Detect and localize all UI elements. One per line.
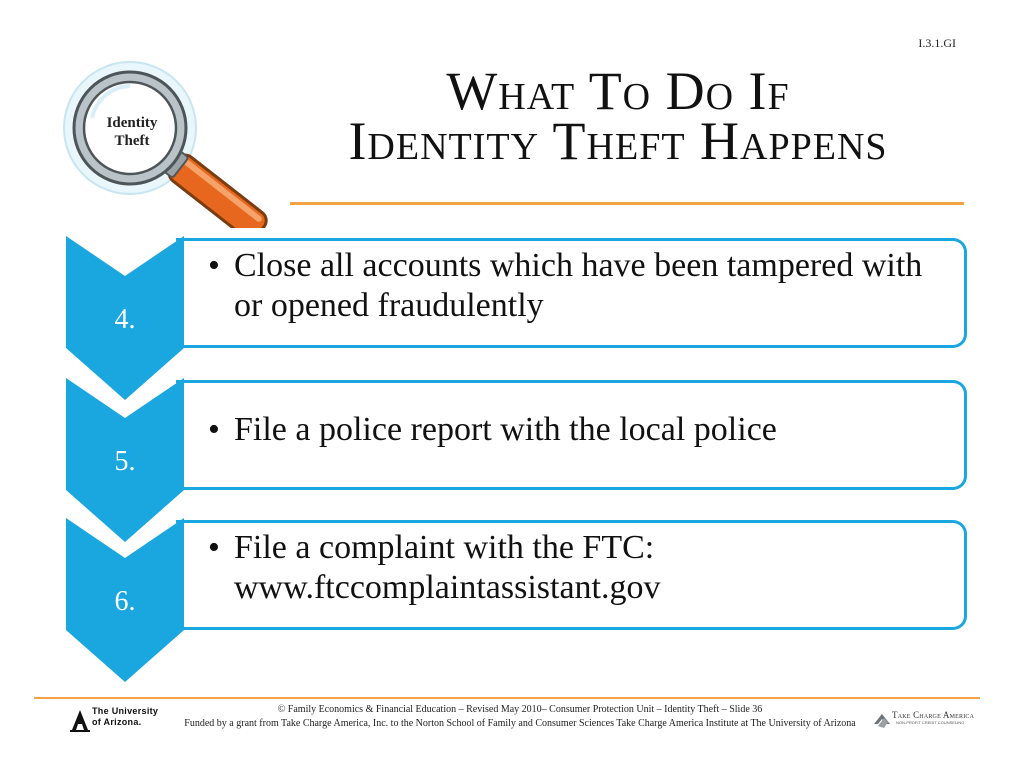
step-6 xyxy=(66,520,974,628)
take-charge-america-wordmark: Take Charge America xyxy=(892,710,975,720)
slide-code: I.3.1.GI xyxy=(918,36,956,50)
step-bullet xyxy=(208,528,960,608)
step-bullet xyxy=(208,410,960,450)
bullet-dot: • xyxy=(208,247,220,284)
take-charge-america-tagline: NON-PROFIT CREDIT COUNSELING xyxy=(896,720,965,725)
bullet-dot: • xyxy=(208,411,220,448)
step-4 xyxy=(66,238,974,346)
ua-line1: The University xyxy=(92,706,159,716)
step-5 xyxy=(66,380,974,488)
step-text: File a police report with the local police xyxy=(234,411,777,448)
title-line2: Identity Theft Happens xyxy=(348,111,888,171)
page-title xyxy=(262,61,974,171)
footer-copyright: © Family Economics & Financial Education – Revised May 2010– Consumer Protection Unit – Identity Theft – Slide 36 xyxy=(277,704,763,715)
footer-funding-note: Funded by a grant from Take Charge America, Inc. to the Norton School of Family and Consumer Sciences Take Charge America Institute at The University of Arizona xyxy=(184,718,856,729)
step-bullet xyxy=(208,246,960,326)
ua-line2: of Arizona. xyxy=(92,717,142,727)
bullet-dot: • xyxy=(208,529,220,566)
magnifier-label xyxy=(92,114,172,150)
step-number: 5. xyxy=(114,446,136,477)
step-number: 4. xyxy=(114,304,136,335)
step-number: 6. xyxy=(114,586,136,617)
title-line1: What To Do If xyxy=(446,61,790,121)
footer-divider xyxy=(34,697,980,699)
title-divider xyxy=(290,202,964,205)
step-text: Close all accounts which have been tampered with or opened fraudulently xyxy=(234,247,923,324)
magnifier-label-line1: Identity xyxy=(106,115,158,131)
magnifier-label-line2: Theft xyxy=(114,133,150,149)
university-of-arizona-wordmark xyxy=(92,706,158,728)
step-text: File a complaint with the FTC: www.ftccomplaintassistant.gov xyxy=(234,529,661,606)
